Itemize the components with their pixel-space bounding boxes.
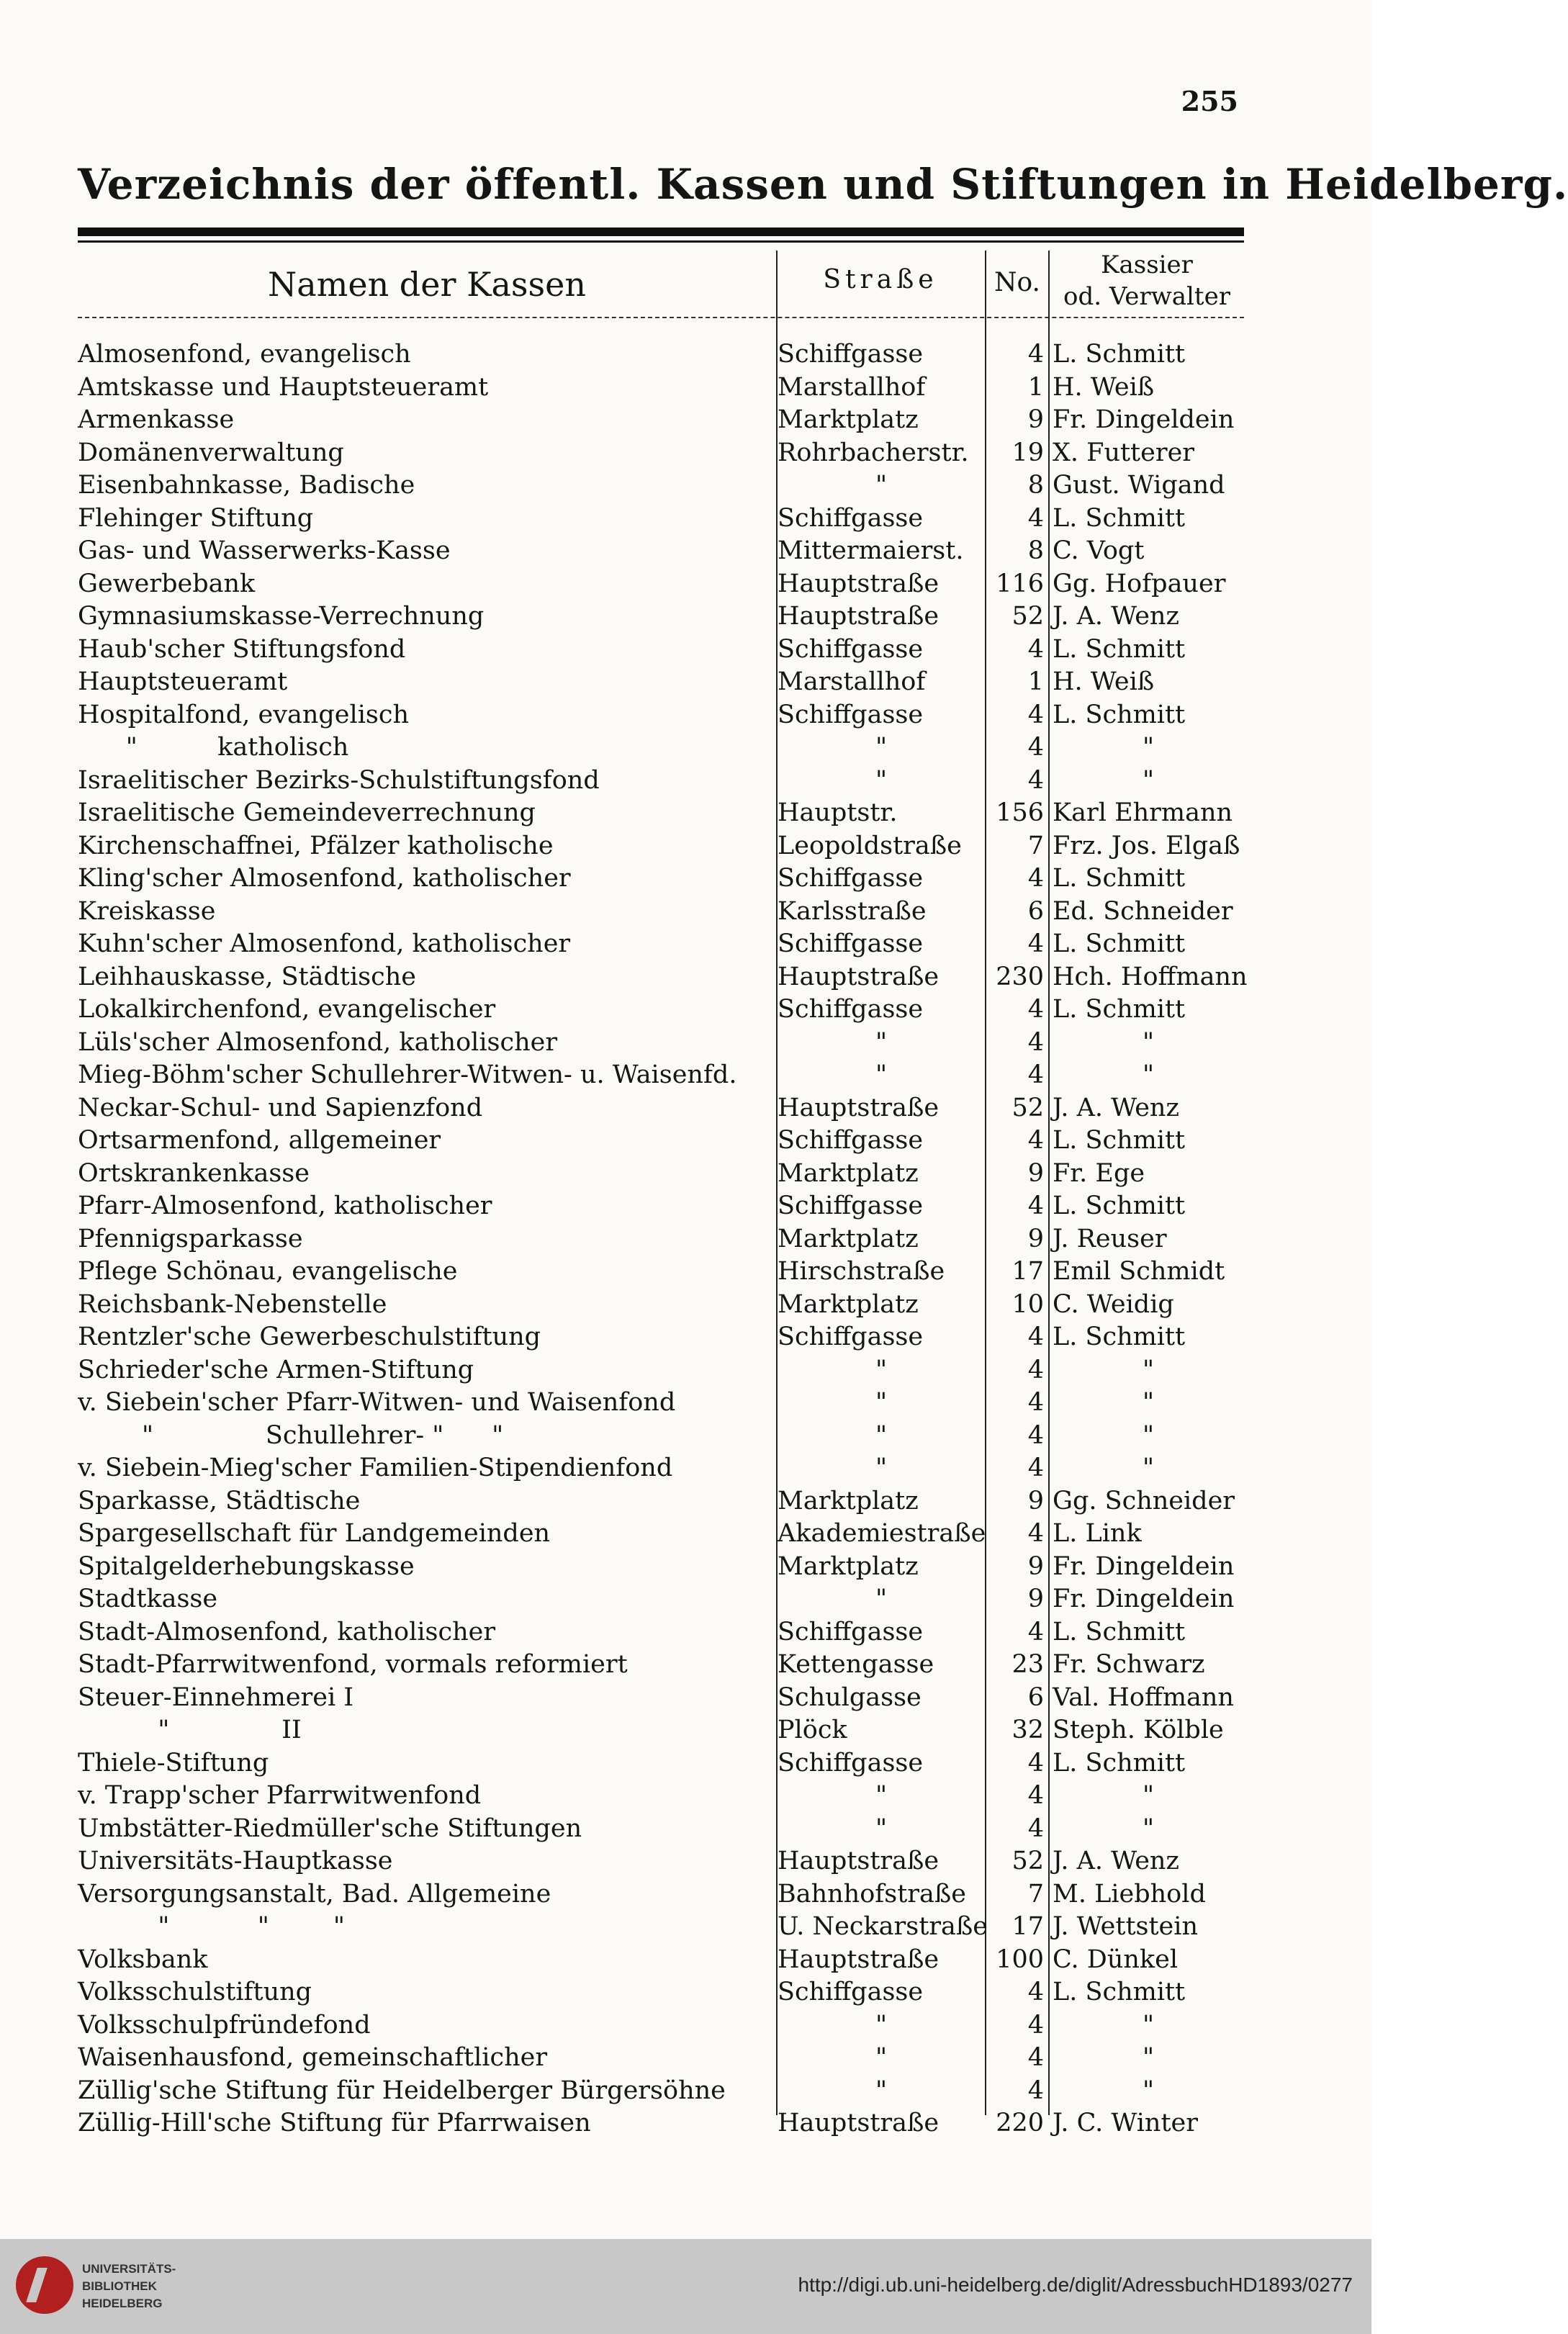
table-row: [78, 1944, 1244, 1977]
entry-name: Almosenfond, evangelisch: [78, 340, 411, 369]
entry-street: Hauptstraße: [778, 1945, 940, 1974]
entry-cashier: Val. Hoffmann: [1053, 1682, 1234, 1712]
entry-number: 7: [1027, 831, 1044, 860]
entry-name: Pfennigsparkasse: [78, 1224, 303, 1253]
entry-cashier: L. Schmitt: [1053, 1323, 1186, 1351]
entry-number: 6: [1027, 1682, 1044, 1712]
table-row: [78, 1289, 1244, 1322]
table-row: [78, 830, 1244, 863]
entry-cashier: L. Schmitt: [1053, 1748, 1186, 1777]
table-row: [78, 1092, 1244, 1125]
entry-name: Kirchenschaffnei, Pfälzer katholische: [78, 831, 554, 860]
entry-cashier: X. Futterer: [1053, 438, 1195, 467]
table-row: [78, 1321, 1244, 1354]
entry-number: 32: [1011, 1716, 1044, 1744]
entry-number: 4: [1027, 995, 1044, 1024]
entry-number: 23: [1011, 1650, 1044, 1679]
page-number: 255: [1181, 85, 1238, 117]
table-row: [78, 2009, 1244, 2042]
table-row: [78, 1027, 1244, 1060]
entry-number: 4: [1027, 1060, 1044, 1089]
entry-cashier: L. Schmitt: [1053, 340, 1186, 369]
logo-line-1: UNIVERSITÄTS-: [82, 2262, 176, 2276]
entry-street: ": [875, 471, 888, 500]
entry-street: ": [875, 1060, 888, 1089]
entry-street: Akademiestraße: [778, 1519, 986, 1548]
entry-number: 4: [1027, 1420, 1044, 1450]
entry-number: 4: [1027, 2076, 1044, 2105]
entry-name: Stadt-Pfarrwitwenfond, vormals reformiert: [78, 1650, 628, 1679]
entry-number: 4: [1027, 1027, 1044, 1057]
table-row: [78, 765, 1244, 798]
entry-street: Marstallhof: [778, 372, 926, 402]
entry-number: 4: [1027, 733, 1044, 762]
entry-name: Züllig'sche Stiftung für Heidelberger Bürgersöhne: [78, 2076, 726, 2105]
table-row: [78, 1616, 1244, 1649]
entry-cashier: ": [1142, 2043, 1155, 2072]
entry-cashier: J. A. Wenz: [1053, 602, 1179, 631]
table-row: [78, 2042, 1244, 2075]
entry-cashier: Emil Schmidt: [1053, 1257, 1225, 1286]
entry-number: 9: [1027, 1158, 1044, 1188]
entry-street: Bahnhofstraße: [778, 1879, 966, 1909]
entry-street: Schiffgasse: [778, 1323, 924, 1351]
table-header: [78, 245, 1244, 318]
entry-cashier: Ed. Schneider: [1053, 896, 1233, 926]
entry-street: Hauptstraße: [778, 569, 940, 598]
entry-cashier: C. Weidig: [1053, 1289, 1174, 1319]
table-row: [78, 568, 1244, 601]
library-logo-icon: [16, 2256, 73, 2314]
column-header-number: No.: [994, 268, 1040, 297]
entry-number: 52: [1011, 1093, 1044, 1122]
entry-name: v. Siebein-Mieg'scher Familien-Stipendienfond: [78, 1454, 673, 1482]
table-row: [78, 338, 1244, 371]
entry-street: Schiffgasse: [778, 503, 924, 533]
entry-street: ": [875, 1813, 888, 1843]
entry-name: Flehinger Stiftung: [78, 503, 314, 533]
entry-number: 17: [1011, 1912, 1044, 1941]
table-row: [78, 1420, 1244, 1453]
table-row: [78, 993, 1244, 1027]
table-row: [78, 1485, 1244, 1518]
entry-street: Schiffgasse: [778, 1617, 924, 1646]
entry-street: Marktplatz: [778, 1224, 919, 1253]
entry-cashier: L. Schmitt: [1053, 995, 1186, 1024]
entry-number: 52: [1011, 602, 1044, 631]
table-row: [78, 371, 1244, 405]
entry-name: Kreiskasse: [78, 896, 216, 926]
entry-cashier: J. Reuser: [1053, 1224, 1167, 1253]
entry-number: 7: [1027, 1879, 1044, 1909]
table-row: [78, 699, 1244, 732]
table-body: [78, 338, 1248, 2140]
entry-name: " Schullehrer- " ": [78, 1420, 504, 1450]
entry-cashier: ": [1142, 1060, 1155, 1089]
title-rule-thick: [78, 227, 1244, 236]
table-row: [78, 961, 1248, 994]
entry-cashier: L. Schmitt: [1053, 634, 1186, 664]
entry-street: Leopoldstraße: [778, 831, 962, 860]
entry-name: Versorgungsanstalt, Bad. Allgemeine: [78, 1879, 551, 1909]
logo-line-2: BIBLIOTHEK: [82, 2279, 157, 2293]
entry-street: Marktplatz: [778, 1158, 919, 1188]
table-row: [78, 1354, 1244, 1387]
table-row: [78, 469, 1244, 503]
entry-street: Schiffgasse: [778, 340, 924, 369]
entry-name: Reichsbank-Nebenstelle: [78, 1289, 387, 1319]
entry-name: Gymnasiumskasse-Verrechnung: [78, 602, 485, 631]
entry-cashier: Fr. Ege: [1053, 1158, 1145, 1188]
entry-name: Pfarr-Almosenfond, katholischer: [78, 1191, 492, 1220]
entry-name: Israelitischer Bezirks-Schulstiftungsfond: [78, 765, 600, 795]
entry-number: 4: [1027, 1388, 1044, 1417]
entry-number: 4: [1027, 503, 1044, 533]
entry-number: 6: [1027, 896, 1044, 926]
entry-street: Schiffgasse: [778, 700, 924, 729]
entry-number: 4: [1027, 1355, 1044, 1384]
entry-number: 8: [1027, 536, 1044, 565]
entry-street: Schiffgasse: [778, 864, 924, 893]
entry-number: 9: [1027, 1551, 1044, 1581]
table-row: [78, 1059, 1244, 1092]
entry-street: Plöck: [778, 1716, 847, 1744]
entry-cashier: C. Vogt: [1053, 536, 1145, 565]
entry-street: Schiffgasse: [778, 1978, 924, 2006]
entry-number: 8: [1027, 471, 1044, 500]
entry-street: Rohrbacherstr.: [778, 438, 969, 467]
entry-cashier: ": [1142, 733, 1155, 762]
entry-number: 4: [1027, 340, 1044, 369]
entry-name: Stadt-Almosenfond, katholischer: [78, 1617, 496, 1646]
entry-number: 4: [1027, 929, 1044, 958]
entry-number: 4: [1027, 1781, 1044, 1810]
entry-name: v. Siebein'scher Pfarr-Witwen- und Waisenfond: [78, 1388, 676, 1417]
table-row: [78, 731, 1244, 765]
entry-street: Hauptstraße: [778, 2109, 940, 2137]
entry-number: 4: [1027, 1978, 1044, 2006]
entry-number: 9: [1027, 1224, 1044, 1253]
entry-street: Marktplatz: [778, 1551, 919, 1581]
entry-cashier: ": [1142, 1781, 1155, 1810]
entry-street: Schiffgasse: [778, 1191, 924, 1220]
library-logo-text: [82, 2261, 197, 2312]
entry-number: 4: [1027, 2010, 1044, 2040]
entry-name: Lüls'scher Almosenfond, katholischer: [78, 1027, 558, 1057]
table-row: [78, 1125, 1244, 1158]
entry-street: ": [875, 1027, 888, 1057]
page-title: Verzeichnis der öffentl. Kassen und Stiftungen in Heidelberg.: [78, 160, 1568, 209]
entry-name: Thiele-Stiftung: [78, 1748, 269, 1777]
table-row: [78, 1976, 1244, 2009]
entry-cashier: H. Weiß: [1053, 667, 1155, 696]
entry-cashier: Fr. Dingeldein: [1053, 1551, 1235, 1581]
entry-street: ": [875, 2043, 888, 2072]
entry-number: 156: [996, 798, 1044, 827]
entry-street: ": [875, 1355, 888, 1384]
entry-number: 4: [1027, 1126, 1044, 1155]
entry-name: Israelitische Gemeindeverrechnung: [78, 798, 536, 827]
entry-number: 19: [1011, 438, 1044, 467]
entry-cashier: Steph. Kölble: [1053, 1716, 1224, 1744]
table-row: [78, 2107, 1244, 2140]
entry-cashier: ": [1142, 1027, 1155, 1057]
entry-number: 1: [1027, 667, 1044, 696]
table-row: [78, 1878, 1244, 1911]
entry-cashier: Hch. Hoffmann: [1053, 962, 1248, 991]
entry-number: 9: [1027, 1585, 1044, 1613]
column-header-cashier-line2: od. Verwalter: [1063, 282, 1230, 311]
entry-number: 230: [996, 962, 1044, 991]
library-logo[interactable]: [16, 2252, 176, 2322]
entry-cashier: Fr. Dingeldein: [1053, 405, 1235, 434]
entry-number: 10: [1011, 1289, 1044, 1319]
entry-cashier: L. Schmitt: [1053, 929, 1186, 958]
entry-name: Neckar-Schul- und Sapienzfond: [78, 1093, 483, 1122]
entry-name: Gewerbebank: [78, 569, 256, 598]
column-header-cashier: [1050, 249, 1244, 312]
table-row: [78, 1518, 1244, 1551]
entry-name: Leihhauskasse, Städtische: [78, 962, 416, 991]
table-row: [78, 2075, 1244, 2108]
entry-name: Spitalgelderhebungskasse: [78, 1551, 415, 1581]
entry-street: Schiffgasse: [778, 634, 924, 664]
entry-street: Hirschstraße: [778, 1257, 945, 1286]
table-row: [78, 600, 1244, 634]
entry-cashier: L. Schmitt: [1053, 1978, 1186, 2006]
entry-street: Marktplatz: [778, 1289, 919, 1319]
entry-name: Kuhn'scher Almosenfond, katholischer: [78, 929, 571, 958]
entry-cashier: J. Wettstein: [1053, 1912, 1199, 1941]
entry-name: " katholisch: [78, 733, 349, 762]
entry-name: Umbstätter-Riedmüller'sche Stiftungen: [78, 1813, 582, 1843]
entry-street: Marktplatz: [778, 1486, 919, 1515]
entry-street: Schiffgasse: [778, 929, 924, 958]
entry-cashier: ": [1142, 1355, 1155, 1384]
entry-number: 4: [1027, 1191, 1044, 1220]
entry-name: Ortsarmenfond, allgemeiner: [78, 1126, 441, 1155]
entry-name: Hauptsteueramt: [78, 667, 288, 696]
entry-number: 4: [1027, 1617, 1044, 1646]
logo-line-3: HEIDELBERG: [82, 2297, 163, 2310]
table-row: [78, 1780, 1244, 1813]
entry-cashier: Karl Ehrmann: [1053, 798, 1233, 827]
entry-cashier: L. Schmitt: [1053, 1617, 1186, 1646]
entry-street: ": [875, 765, 888, 795]
table-row: [78, 1911, 1244, 1944]
entry-cashier: ": [1142, 1388, 1155, 1417]
entry-street: Schiffgasse: [778, 995, 924, 1024]
entry-cashier: ": [1142, 2010, 1155, 2040]
entry-cashier: J. A. Wenz: [1053, 1847, 1179, 1875]
entry-name: Universitäts-Hauptkasse: [78, 1847, 393, 1875]
entry-street: Schiffgasse: [778, 1748, 924, 1777]
entry-cashier: Gg. Hofpauer: [1053, 569, 1226, 598]
entry-number: 4: [1027, 864, 1044, 893]
entry-name: Gas- und Wasserwerks-Kasse: [78, 536, 451, 565]
viewer-footer: [0, 2239, 1371, 2334]
entry-cashier: L. Link: [1053, 1519, 1142, 1548]
entry-street: ": [875, 2076, 888, 2105]
entry-street: Kettengasse: [778, 1650, 934, 1679]
column-header-street: Straße: [823, 265, 938, 294]
table-row: [78, 1714, 1244, 1747]
entry-name: " II: [78, 1716, 302, 1744]
entry-name: Volksbank: [78, 1945, 208, 1974]
entry-street: Marstallhof: [778, 667, 926, 696]
table-row: [78, 1649, 1244, 1682]
table-row: [78, 1387, 1244, 1420]
entry-name: Haub'scher Stiftungsfond: [78, 634, 406, 664]
entry-number: 9: [1027, 405, 1044, 434]
table-row: [78, 404, 1244, 437]
entry-street: ": [875, 733, 888, 762]
entry-cashier: Fr. Schwarz: [1053, 1650, 1205, 1679]
entry-number: 4: [1027, 1813, 1044, 1843]
entry-name: Volksschulstiftung: [78, 1978, 312, 2006]
entry-number: 17: [1011, 1257, 1044, 1286]
column-header-name: Namen der Kassen: [268, 265, 586, 304]
entry-name: Schrieder'sche Armen-Stiftung: [78, 1355, 474, 1384]
table-row: [78, 437, 1244, 470]
entry-name: Domänenverwaltung: [78, 438, 344, 467]
entry-name: Spargesellschaft für Landgemeinden: [78, 1519, 551, 1548]
entry-number: 1: [1027, 372, 1044, 402]
entry-cashier: ": [1142, 1454, 1155, 1482]
entry-street: ": [875, 1454, 888, 1482]
entry-number: 100: [996, 1945, 1044, 1974]
table-row: [78, 1583, 1244, 1616]
entry-street: ": [875, 1781, 888, 1810]
entry-number: 4: [1027, 765, 1044, 795]
table-row: [78, 862, 1244, 896]
entry-cashier: L. Schmitt: [1053, 503, 1186, 533]
entry-name: Sparkasse, Städtische: [78, 1486, 361, 1515]
entry-number: 9: [1027, 1486, 1044, 1515]
entry-street: ": [875, 1388, 888, 1417]
table-row: [78, 797, 1244, 830]
entry-cashier: H. Weiß: [1053, 372, 1155, 402]
table-row: [78, 1190, 1244, 1223]
entry-name: Hospitalfond, evangelisch: [78, 700, 410, 729]
entry-cashier: Frz. Jos. Elgaß: [1053, 831, 1240, 860]
entry-street: Hauptstraße: [778, 602, 940, 631]
entry-street: Hauptstraße: [778, 1847, 940, 1875]
table-row: [78, 1223, 1244, 1256]
table-row: [78, 1813, 1244, 1846]
entry-cashier: ": [1142, 1420, 1155, 1450]
table-row: [78, 634, 1244, 667]
table-row: [78, 1158, 1244, 1191]
table-row: [78, 1845, 1244, 1878]
entry-cashier: L. Schmitt: [1053, 1126, 1186, 1155]
entry-name: Eisenbahnkasse, Badische: [78, 471, 415, 500]
table-row: [78, 1551, 1244, 1584]
entry-street: ": [875, 2010, 888, 2040]
entry-cashier: C. Dünkel: [1053, 1945, 1179, 1974]
column-header-cashier-line1: Kassier: [1101, 251, 1193, 279]
table-row: [78, 928, 1244, 961]
entry-street: ": [875, 1420, 888, 1450]
entry-name: Waisenhausfond, gemeinschaftlicher: [78, 2043, 548, 2072]
table-row: [78, 1256, 1244, 1289]
entry-cashier: M. Liebhold: [1053, 1879, 1206, 1909]
entry-name: Volksschulpfründefond: [78, 2010, 371, 2040]
entry-street: Hauptstraße: [778, 962, 940, 991]
entry-number: 116: [996, 569, 1044, 598]
entry-cashier: Gust. Wigand: [1053, 471, 1225, 500]
entry-number: 4: [1027, 1454, 1044, 1482]
entry-cashier: ": [1142, 765, 1155, 795]
entry-number: 4: [1027, 1323, 1044, 1351]
table-row: [78, 1452, 1244, 1485]
entry-cashier: L. Schmitt: [1053, 1191, 1186, 1220]
entry-cashier: ": [1142, 2076, 1155, 2105]
entry-cashier: ": [1142, 1813, 1155, 1843]
table-row: [78, 503, 1244, 536]
title-rule-thin: [78, 240, 1244, 243]
entry-cashier: L. Schmitt: [1053, 864, 1186, 893]
entry-number: 4: [1027, 1519, 1044, 1548]
table-row: [78, 666, 1244, 699]
entry-street: U. Neckarstraße: [778, 1912, 988, 1941]
entry-name: v. Trapp'scher Pfarrwitwenfond: [78, 1781, 482, 1810]
entry-street: Marktplatz: [778, 405, 919, 434]
entry-name: Züllig-Hill'sche Stiftung für Pfarrwaisen: [78, 2109, 591, 2137]
table-row: [78, 1747, 1244, 1780]
entry-street: Hauptstraße: [778, 1093, 940, 1122]
entry-cashier: L. Schmitt: [1053, 700, 1186, 729]
entry-number: 4: [1027, 1748, 1044, 1777]
entry-name: Stadtkasse: [78, 1585, 218, 1613]
entry-street: Mittermaierst.: [778, 536, 964, 565]
table-row: [78, 1682, 1244, 1715]
entry-number: 4: [1027, 700, 1044, 729]
entry-cashier: J. A. Wenz: [1053, 1093, 1179, 1122]
entry-number: 52: [1011, 1847, 1044, 1875]
entry-name: Amtskasse und Hauptsteueramt: [78, 372, 489, 402]
entry-name: Steuer-Einnehmerei I: [78, 1682, 354, 1712]
entry-cashier: J. C. Winter: [1053, 2109, 1198, 2137]
table-row: [78, 535, 1244, 568]
entry-name: Ortskrankenkasse: [78, 1158, 310, 1188]
source-url-link[interactable]: http://digi.ub.uni-heidelberg.de/diglit/AdressbuchHD1893/0277: [798, 2274, 1353, 2296]
entry-name: Armenkasse: [78, 405, 235, 434]
entry-street: Schiffgasse: [778, 1126, 924, 1155]
entry-name: " " ": [78, 1912, 345, 1941]
entry-street: Hauptstr.: [778, 798, 898, 827]
entry-name: Lokalkirchenfond, evangelischer: [78, 995, 496, 1024]
entry-number: 4: [1027, 634, 1044, 664]
entry-name: Kling'scher Almosenfond, katholischer: [78, 864, 571, 893]
entry-cashier: Gg. Schneider: [1053, 1486, 1235, 1515]
entry-street: ": [875, 1585, 888, 1613]
entry-number: 220: [996, 2109, 1044, 2137]
entry-street: Schulgasse: [778, 1682, 922, 1712]
entry-number: 4: [1027, 2043, 1044, 2072]
entry-name: Pflege Schönau, evangelische: [78, 1257, 458, 1286]
table-row: [78, 896, 1244, 929]
entry-name: Mieg-Böhm'scher Schullehrer-Witwen- u. Waisenfd.: [78, 1060, 737, 1089]
entry-name: Rentzler'sche Gewerbeschulstiftung: [78, 1323, 541, 1351]
entry-cashier: Fr. Dingeldein: [1053, 1585, 1235, 1613]
entry-street: Karlsstraße: [778, 896, 927, 926]
